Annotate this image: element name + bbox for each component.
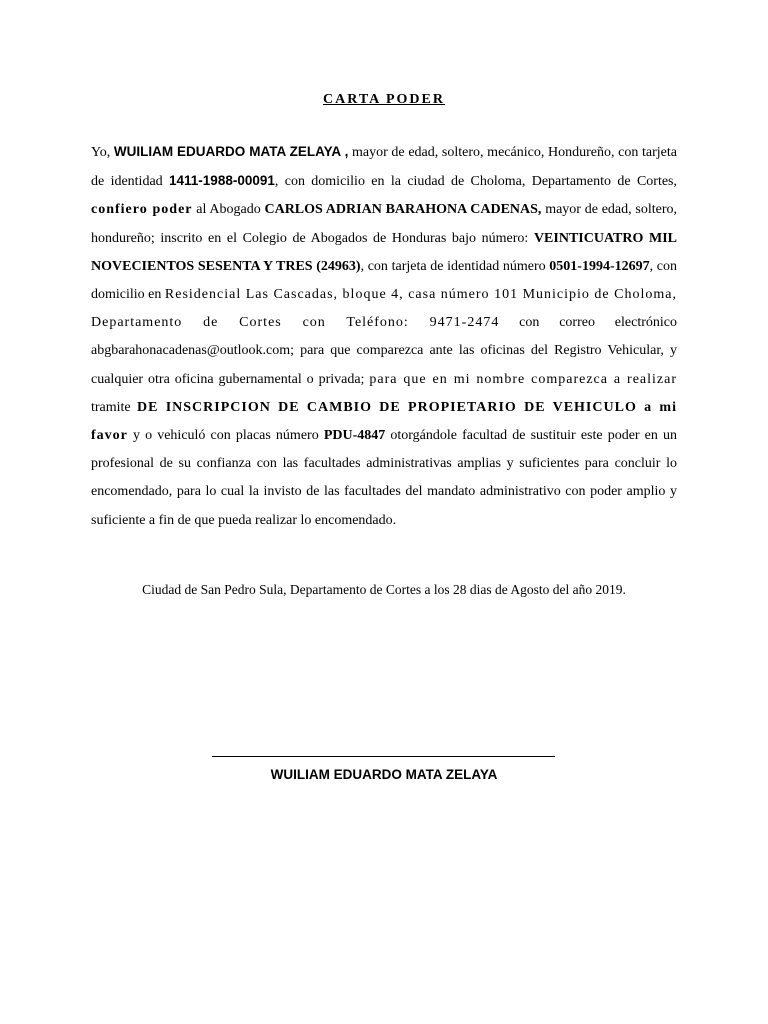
grantor-name: WUILIAM EDUARDO MATA ZELAYA ,	[113, 144, 349, 159]
grantor-id: 1411-1988-00091	[169, 173, 275, 189]
body-text-4: al Abogado	[192, 202, 265, 218]
body-text-9: tramite	[91, 399, 137, 415]
attorney-name: CARLOS ADRIAN BARAHONA CADENAS,	[264, 202, 542, 218]
confiero-poder: confiero poder	[91, 202, 193, 218]
body-text-8: con correo electrónico abgbarahonacadenas@outlook.com; para que comparezca ante las oficinas del Registro Vehicular, y cualquier otra oficina gubernamental o privada;	[91, 315, 677, 387]
body-text-2: mayor de edad, soltero, mecánico, Hondureño, con tarjeta de identidad	[91, 145, 678, 190]
document-body	[91, 138, 677, 535]
vehicle-plate: PDU-4847	[323, 428, 386, 444]
tramite-description: DE INSCRIPCION DE CAMBIO DE PROPIETARIO DE VEHICULO a mi favor	[91, 399, 677, 444]
signature-line	[212, 756, 555, 757]
body-text-6: , con tarjeta de identidad número	[360, 258, 550, 274]
document-title: CARTA PODER	[323, 92, 445, 107]
attorney-id: 0501-1994-12697	[549, 258, 650, 274]
body-text-10: y o vehiculó con placas número	[127, 428, 324, 444]
body-text-5: mayor de edad, soltero, hondureño; inscrito en el Colegio de Abogados de Honduras bajo número:	[91, 202, 678, 246]
attorney-address: Residencial Las Cascadas, bloque 4, casa número 101 Municipio de Choloma, Departamento de Cortes con Teléfono: 9471-2474	[91, 287, 677, 331]
body-text-3: , con domicilio en la ciudad de Choloma, Departamento de Cortes,	[274, 174, 677, 190]
body-text-1: Yo,	[91, 145, 114, 160]
body-text-7: , con domicilio en	[91, 258, 677, 303]
date-line: Ciudad de San Pedro Sula, Departamento de Cortes a los 28 dias de Agosto del año 2019.	[142, 582, 626, 597]
signature-name: WUILIAM EDUARDO MATA ZELAYA	[270, 767, 498, 782]
comparezca-phrase: para que en mi nombre comparezca a realizar	[369, 371, 677, 387]
attorney-number-words: VEINTICUATRO MIL NOVECIENTOS SESENTA Y TRES (24963)	[91, 230, 677, 274]
body-text-11: otorgándole facultad de sustituir este poder en un profesional de su confianza con las facultades administrativas amplias y suficientes para concluir lo encomendado, para lo cual la invisto de las facultades del mandato administrativo con poder amplio y suficiente a fin de que pueda realizar lo encomendado.	[91, 428, 677, 528]
